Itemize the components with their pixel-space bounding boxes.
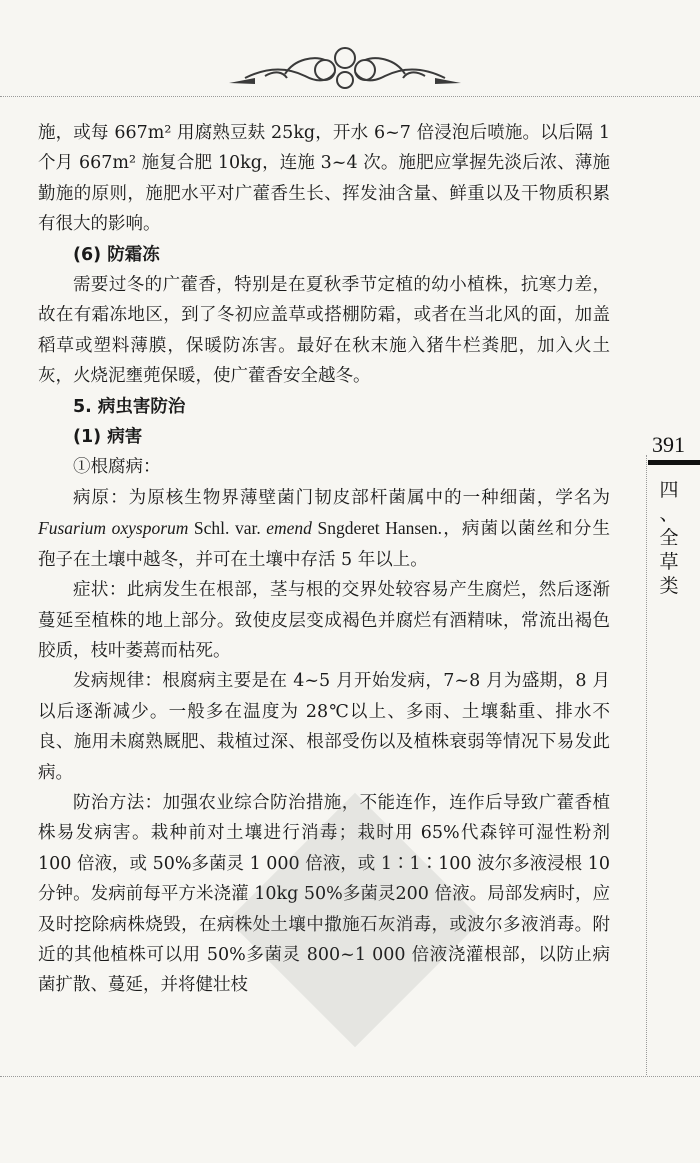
body-text [38, 118, 610, 1001]
pathogen-text: 病原：为原核生物界薄壁菌门韧皮部杆菌属中的一种细菌，学名为 [73, 487, 610, 508]
header-rule [0, 96, 700, 97]
page-number: 391 [652, 432, 685, 457]
subsection-heading-disease: (1) 病害 [73, 427, 143, 448]
footer-rule [0, 1076, 700, 1077]
section-heading-pests: 5. 病虫害防治 [73, 396, 186, 417]
header-ornament [225, 28, 465, 98]
paragraph-control: 防治方法：加强农业综合防治措施，不能连作，连作后导致广藿香植株易发病害。栽种前对土壤进行消毒；栽时用 65%代森锌可湿性粉剂 100 倍液，或 50%多菌灵 1 000 倍液，或 1∶1∶100 波尔多液浸根 10 分钟。发病前每平方米浇灌 10kg 50%多菌灵200 倍液。局部发病时，应及时挖除病株烧毁，在病株处土壤中撒施石灰消毒，或波尔多液消毒。附近的其他植株可以用 50%多菌灵 800~1 000 倍液浇灌根部，以防止病菌扩散、蔓延，并将健壮枝 [38, 792, 610, 996]
paragraph-symptoms: 症状：此病发生在根部，茎与根的交界处较容易产生腐烂，然后逐渐蔓延至植株的地上部分。致使皮层变成褐色并腐烂有酒精味，常流出褐色胶质，枝叶萎蔫而枯死。 [38, 580, 610, 661]
paragraph-fertilizer: 施，或每 667m² 用腐熟豆麸 25kg，开水 6~7 倍浸泡后喷施。以后隔 1 个月 667m² 施复合肥 10kg，连施 3~4 次。施肥应掌握先淡后浓、薄施勤施的原则，施肥水平对广藿香生长、挥发油含量、鲜重以及干物质积累有很大的影响。 [38, 123, 610, 235]
chapter-label: 四 、 全 草 类 [659, 479, 679, 597]
paragraph-pattern: 发病规律：根腐病主要是在 4~5 月开始发病，7~8 月为盛期，8 月以后逐渐减少。一般多在温度为 28℃以上、多雨、土壤黏重、排水不良、施用未腐熟厩肥、栽植过深、根部受伤以及植株衰弱等情况下易发此病。 [38, 671, 610, 783]
pathogen-text-cont: 以菌丝和分生孢子在土壤中越冬，并可在土壤中存活 5 年以上。 [38, 519, 610, 570]
side-rule [646, 455, 647, 1075]
paragraph-frost: 需要过冬的广藿香，特别是在夏秋季节定植的幼小植株，抗寒力差，故在有霜冻地区，到了冬初应盖草或搭棚防霜，或者在当北风的面，加盖稻草或塑料薄膜，保暖防冻害。最好在秋末施入猪牛栏粪肥，加入火土灰，火烧泥壅蔸保暖，使广藿香安全越冬。 [38, 275, 610, 387]
subsection-heading-frost: (6) 防霜冻 [73, 244, 160, 265]
chapter-tab-bar [648, 460, 700, 465]
scientific-name: Fusarium oxysporum Schl. var. emend Sngderet Hansen.，病菌 [38, 518, 500, 539]
paragraph-pathogen [38, 483, 610, 575]
disease-title-root-rot: ①根腐病： [73, 457, 161, 478]
